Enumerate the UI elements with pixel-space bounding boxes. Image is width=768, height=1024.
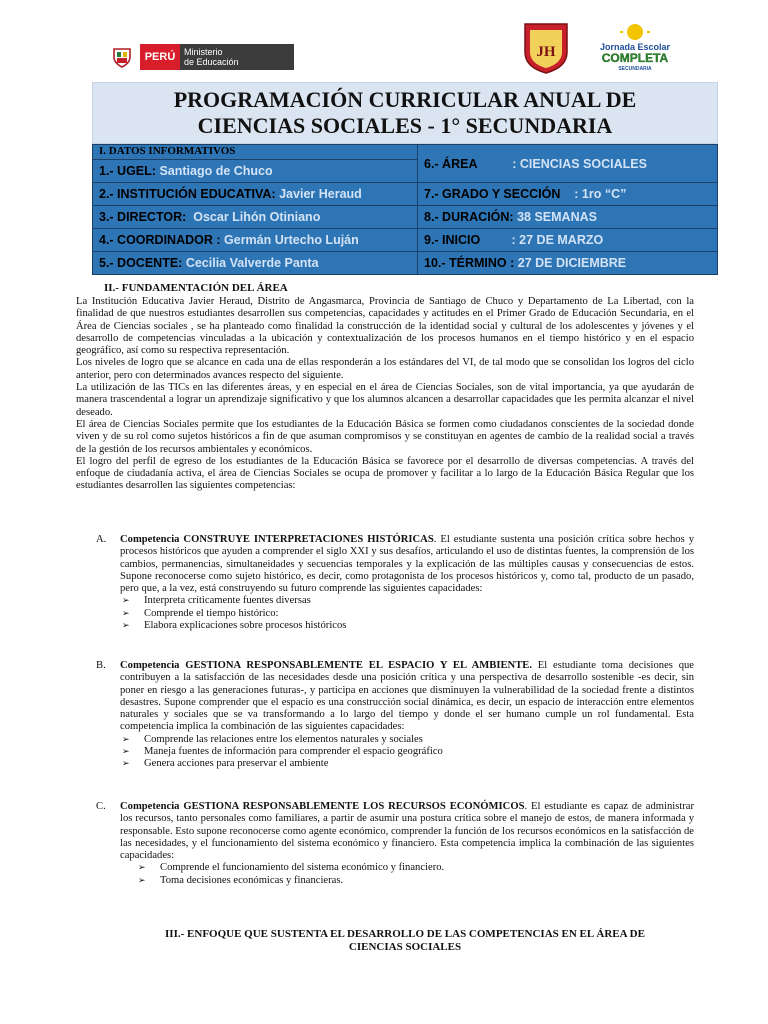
list-item: ➢ Comprende el tiempo histórico:: [120, 608, 694, 620]
table-cell-area: 6.- ÁREA : CIENCIAS SOCIALES: [418, 145, 718, 183]
list-item: ➢ Genera acciones para preservar el ambiente: [120, 758, 694, 770]
list-item: ➢ Elabora explicaciones sobre procesos históricos: [120, 620, 694, 632]
competencia-name: GESTIONA RESPONSABLEMENTE LOS RECURSOS ECONÓMICOS: [183, 801, 525, 812]
termino-value: 27 DE DICIEMBRE: [517, 256, 627, 270]
datos-informativos-table: [92, 144, 718, 275]
table-cell-termino: 10.- TÉRMINO : 27 DE DICIEMBRE: [418, 252, 718, 275]
fundamentacion-paragraph-3: La utilización de las TICs en las diferentes áreas, y en especial en el área de Ciencias Sociales, son de vital importancia, ya que ayudarán de manera trascendental a lograr un aprendizaje significativo y que los alumnos alcancen a desarrollar capacidades que les permita alcanzar el nivel deseado.: [76, 382, 694, 418]
docente-value: Cecilia Valverde Panta: [185, 256, 319, 270]
competencia-letter: C.: [96, 801, 106, 812]
coordinador-value: Germán Urtecho Luján: [224, 233, 359, 247]
fundamentacion-paragraph-5: El logro del perfil de egreso de los estudiantes de la Educación Básica se favorece por el desarrollo de diversas competencias. A través del enfoque de ciudadanía activa, el área de Ciencias Sociales se ocupa de promover y facilitar a lo largo de la Educación Básica Regular que los estudiantes desarrollen las siguientes competencias:: [76, 455, 694, 492]
inicio-value: : 27 DE MARZO: [511, 233, 604, 247]
capacidades-list: [120, 595, 694, 632]
area-value: : CIENCIAS SOCIALES: [512, 156, 647, 171]
capacidades-list: [120, 734, 694, 771]
ministry-logo: [104, 44, 294, 70]
enfoque-line2: CIENCIAS SOCIALES: [348, 941, 462, 953]
jec-line1: Jornada Escolar: [599, 42, 671, 52]
competencia-name: CONSTRUYE INTERPRETACIONES HISTÓRICAS: [183, 534, 434, 545]
table-cell-institucion: 2.- INSTITUCIÓN EDUCATIVA: Javier Heraud: [93, 183, 418, 206]
competencia-text: El estudiante toma decisiones que contribuyen a la satisfacción de las necesidades desde una posición crítica y una perspectiva de desarrollo sostenible -es decir, sin poner en riesgo a las generaciones futuras-, y participa en acciones que disminuyen la vulnerabilidad de la sociedad frente a distintos desastres. Supone comprender que el espacio es una construcción social dinámica, es decir, un espacio de interacción entre elementos naturales y sociales que se va transformando a lo largo del tiempo y donde el ser humano cumple un rol fundamental. Esta competencia implica la combinación de las siguientes capacidades:: [120, 660, 694, 733]
table-cell-grado: 7.- GRADO Y SECCIÓN : 1ro “C”: [418, 183, 718, 206]
competencia-b: [96, 660, 694, 771]
peru-label: PERÚ: [140, 44, 180, 70]
enfoque-line1: III.- ENFOQUE QUE SUSTENTA EL DESARROLLO DE LAS COMPETENCIAS EN EL ÁREA DE: [165, 928, 645, 940]
list-item: ➢ Comprende las relaciones entre los elementos naturales y sociales: [120, 734, 694, 746]
table-cell-coordinador: 4.- COORDINADOR : Germán Urtecho Luján: [93, 229, 418, 252]
crest-letters: JH: [536, 44, 556, 60]
peru-shield-icon: [104, 44, 140, 70]
competencia-a: [96, 534, 694, 632]
list-item: ➢ Comprende el funcionamiento del sistema económico y financiero.: [136, 862, 694, 874]
grado-value: : 1ro “C”: [574, 187, 627, 201]
competencia-letter: B.: [96, 660, 106, 671]
competencia-lead: Competencia: [120, 660, 180, 671]
competencia-lead: Competencia: [120, 801, 180, 812]
title-line2: CIENCIAS SOCIALES - 1° SECUNDARIA: [197, 113, 613, 138]
duracion-value: 38 SEMANAS: [517, 210, 597, 224]
ministry-line1: Ministerio: [184, 47, 223, 57]
list-item: ➢ Toma decisiones económicas y financieras.: [136, 875, 694, 887]
fundamentacion-paragraph-1: La Institución Educativa Javier Heraud, Distrito de Angasmarca, Provincia de Santiago de Chuco y Departamento de La Libertad, con la finalidad de que nuestros estudiantes desarrollen sus competencias, capacidades y actitudes en el Primer Grado de Educación Secundaria, en el Área de Ciencias sociales , se ha planteado como finalidad la construcción de la identidad social y cultural de los adolescentes y jóvenes y el desarrollo de competencias vinculadas a la ubicación y contextualización de los procesos humanos en el tiempo histórico y en el espacio geográfico, así como su respectiva representación.: [76, 296, 694, 357]
enfoque-heading: [110, 928, 700, 954]
table-cell-ugel: 1.- UGEL: Santiago de Chuco: [93, 160, 418, 183]
table-cell-inicio: 9.- INICIO : 27 DE MARZO: [418, 229, 718, 252]
datos-heading: I. DATOS INFORMATIVOS: [93, 145, 418, 160]
competencia-lead: Competencia: [120, 534, 180, 545]
capacidades-list: [136, 862, 694, 887]
page-title: [92, 82, 718, 144]
fundamentacion-heading: II.- FUNDAMENTACIÓN DEL ÁREA: [104, 282, 288, 294]
jec-line2: COMPLETA: [601, 51, 669, 65]
competencia-c: [96, 801, 694, 887]
fundamentacion-body: [76, 296, 694, 493]
jornada-escolar-logo: [590, 22, 680, 72]
competencia-letter: A.: [96, 534, 107, 545]
title-line1: PROGRAMACIÓN CURRICULAR ANUAL DE: [173, 87, 637, 112]
fundamentacion-paragraph-2: Los niveles de logro que se alcance en cada una de ellas responderán a los estándares del VI, de tal modo que se consolidan los logros del ciclo anterior, pero con determinados avances respecto del siguiente.: [76, 357, 694, 381]
jec-line3: SECUNDARIA: [618, 66, 652, 72]
competencia-name: GESTIONA RESPONSABLEMENTE EL ESPACIO Y EL AMBIENTE.: [185, 660, 532, 671]
competencia-text: . El estudiante es capaz de administrar los recursos, tanto personales como familiares, a partir de asumir una postura crítica sobre el manejo de estos, de manera informada y responsable. Esto supone reconocerse como agente económico, comprender la función de los recursos económicos en la satisfacción de las necesidades, y el funcionamiento del sistema económico y financiero. Esta competencia implica la combinación de las siguientes capacidades:: [120, 801, 695, 862]
ministry-name: [180, 44, 294, 70]
table-cell-docente: 5.- DOCENTE: Cecilia Valverde Panta: [93, 252, 418, 275]
school-crest-icon: [523, 22, 569, 74]
director-value: Oscar Lihón Otiniano: [193, 210, 321, 224]
competencia-text: . El estudiante sustenta una posición crítica sobre hechos y procesos históricos que ayuden a comprender el siglo XXI y sus desafíos, articulando el uso de distintas fuentes, la comprensión de los cambios, permanencias, simultaneidades y secuencias temporales y la explicación de las múltiples causas y consecuencias de estos. Supone reconocerse como sujeto histórico, es decir, como protagonista de los procesos históricos y, como tal, producto de un pasado, pero que, a la vez, está construyendo su futuro comprende las siguientes capacidades:: [120, 534, 694, 595]
list-item: ➢ Maneja fuentes de información para comprender el espacio geográfico: [120, 746, 694, 758]
list-item: ➢ Interpreta críticamente fuentes diversas: [120, 595, 694, 607]
ugel-value: Santiago de Chuco: [159, 164, 273, 178]
institucion-value: Javier Heraud: [279, 187, 362, 201]
table-cell-duracion: 8.- DURACIÓN: 38 SEMANAS: [418, 206, 718, 229]
ministry-line2: de Educación: [184, 57, 239, 67]
fundamentacion-paragraph-4: El área de Ciencias Sociales permite que los estudiantes de la Educación Básica se formen como ciudadanos conscientes de la sociedad donde viven y de su rol como sujetos históricos a fin de que asuman compromisos y se constituyan en agentes de cambio de la realidad social a través de la gestión de los recursos ambientales y económicos.: [76, 418, 694, 455]
table-cell-director: 3.- DIRECTOR: Oscar Lihón Otiniano: [93, 206, 418, 229]
